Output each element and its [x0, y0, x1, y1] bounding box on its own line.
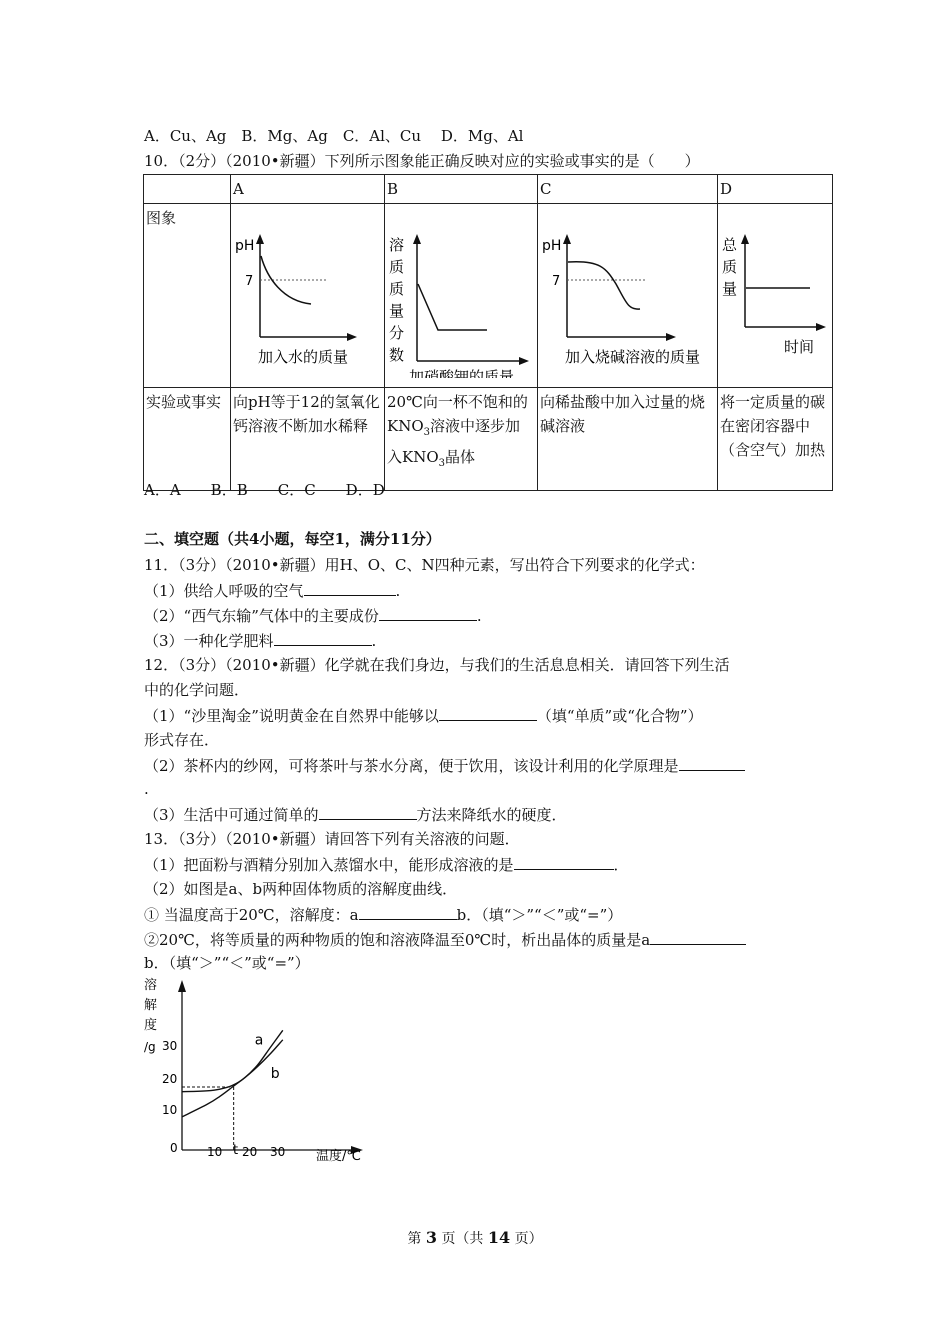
q13-p1-end: ．	[613, 856, 629, 874]
chart-xtick-t: t	[233, 1143, 239, 1158]
graph-d-ylabel-3: 量	[722, 280, 738, 298]
q13-s2a: ②20℃，将等质量的两种物质的饱和溶液降温至0℃时，析出晶体的质量是a	[144, 931, 651, 949]
graph-a	[233, 206, 382, 378]
header-c: C	[538, 175, 718, 204]
q12-blank2[interactable]	[679, 755, 745, 771]
chart-xtick-30: 30	[270, 1145, 286, 1159]
graph-a-ylabel: pH	[235, 238, 255, 254]
graph-d-xlabel: 时间	[784, 338, 815, 356]
exp-b-part2: 溶液中逐步加入KNO	[387, 417, 521, 466]
q13-p2: （2）如图是a、b两种固体物质的溶解度曲线．	[144, 880, 458, 898]
exp-a: 向pH等于12的氢氧化钙溶液不断加水稀释	[231, 388, 385, 491]
chart-ylabel-2: 解	[144, 998, 158, 1013]
section2-title: 二、填空题（共4小题，每空1，满分11分）	[144, 530, 441, 548]
graph-b-xlabel: 加硝酸钾的质量	[409, 368, 515, 378]
footer-c: 页）	[514, 1231, 543, 1247]
chart-xtick-10: 10	[207, 1145, 223, 1159]
chart-ylabel-3: 度	[144, 1018, 158, 1033]
chart-ytick-20: 20	[162, 1072, 178, 1086]
graph-c-cell	[538, 204, 718, 388]
graph-d	[720, 206, 830, 378]
row-exp-label: 实验或事实	[144, 388, 231, 491]
q11-p1-end: .	[395, 582, 401, 600]
q12-part3	[144, 804, 567, 825]
exp-b	[385, 388, 538, 491]
q12-part1	[144, 705, 703, 726]
chart-xtick-20: 20	[242, 1145, 258, 1159]
graph-d-ylabel-1: 总	[722, 236, 738, 254]
graph-b-ylabel-4: 量	[389, 302, 405, 320]
chart-ytick-30: 30	[162, 1039, 178, 1053]
footer-a: 第	[407, 1231, 422, 1247]
curve-label-a: a	[254, 1032, 264, 1049]
q13-part1	[144, 854, 629, 875]
q11-blank3[interactable]	[274, 630, 372, 646]
q11-part1	[144, 580, 400, 601]
curve-label-b: b	[270, 1065, 280, 1082]
chart-y-arrow	[178, 980, 186, 992]
graph-d-cell	[718, 204, 833, 388]
graph-c-tick: 7	[552, 274, 561, 289]
exp-b-sub2: 3	[438, 458, 446, 469]
chart-ytick-10: 10	[162, 1103, 178, 1117]
q13-blank2[interactable]	[359, 904, 457, 920]
graph-c	[540, 206, 715, 378]
header-b: B	[385, 175, 538, 204]
footer-page: 3	[425, 1228, 437, 1247]
chart-xtick-0: 0	[170, 1141, 178, 1155]
q12-stem-1: 12．（3分）（2010•新疆）化学就在我们身边，与我们的生活息息相关．请回答下列生活	[144, 656, 730, 674]
q12-blank3[interactable]	[319, 804, 417, 820]
chart-ylabel-4: /g	[144, 1040, 156, 1054]
q12-p1b: （填“单质”或“化合物”）	[536, 707, 703, 725]
q11-stem: 11．（3分）（2010•新疆）用H、O、C、N四种元素，写出符合下列要求的化学式：	[144, 556, 705, 574]
graph-c-xlabel: 加入烧碱溶液的质量	[565, 348, 701, 366]
graph-b-cell	[385, 204, 538, 388]
q10-table	[143, 174, 833, 491]
q11-part3	[144, 630, 376, 651]
graph-b-ylabel-3: 质	[389, 280, 405, 298]
q13-s1a: ① 当温度高于20℃，溶解度：a	[144, 906, 359, 924]
q13-p1-text: （1）把面粉与酒精分别加入蒸馏水中，能形成溶液的是	[144, 856, 514, 874]
exp-b-sub1: 3	[423, 427, 431, 438]
q11-p3-text: （3）一种化学肥料	[144, 632, 274, 650]
q13-s1b: b．（填“＞”“＜”或“=”）	[456, 906, 623, 924]
q12-p1a: （1）“沙里淘金”说明黄金在自然界中能够以	[144, 707, 439, 725]
header-d: D	[718, 175, 833, 204]
page-footer	[0, 1228, 950, 1248]
graph-b-ylabel-5: 分	[389, 324, 405, 342]
q12-p1c: 形式存在．	[144, 731, 220, 749]
exp-b-part1: 20℃向一杯不饱和的KNO	[387, 393, 528, 435]
q11-p2-end: .	[476, 607, 482, 625]
q11-p2-text: （2）“西气东输”气体中的主要成份	[144, 607, 379, 625]
graph-a-xlabel: 加入水的质量	[258, 348, 349, 366]
graph-d-ylabel-2: 质	[722, 258, 738, 276]
graph-a-tick: 7	[245, 274, 254, 289]
graph-b-ylabel-6: 数	[389, 346, 405, 364]
q12-p2-text: （2）茶杯内的纱网，可将茶叶与茶水分离，便于饮用，该设计利用的化学原理是	[144, 757, 679, 775]
curve-a	[182, 1030, 283, 1091]
q13-sub2	[144, 929, 746, 950]
q9-options: A．Cu、Ag B．Mg、Ag C．Al、Cu D．Mg、Al	[144, 127, 524, 145]
header-empty	[144, 175, 231, 204]
solubility-chart	[140, 968, 380, 1168]
q11-p1-text: （1）供给人呼吸的空气	[144, 582, 304, 600]
q12-part2	[144, 755, 745, 776]
exp-d: 将一定质量的碳在密闭容器中（含空气）加热	[718, 388, 833, 491]
footer-total: 14	[487, 1228, 511, 1247]
exp-b-part3: 晶体	[445, 448, 476, 466]
graph-c-ylabel: pH	[542, 238, 562, 254]
chart-xlabel: 温度/℃	[316, 1149, 361, 1164]
q12-stem-2: 中的化学问题．	[144, 681, 250, 699]
q10-stem: 10．（2分）（2010•新疆）下列所示图象能正确反映对应的实验或事实的是（ ）	[144, 152, 700, 170]
header-a: A	[231, 175, 385, 204]
q11-part2	[144, 605, 482, 626]
q11-blank2[interactable]	[379, 605, 477, 621]
q13-blank3[interactable]	[650, 929, 746, 945]
q12-p2-end: .	[144, 780, 149, 798]
exp-c: 向稀盐酸中加入过量的烧碱溶液	[538, 388, 718, 491]
q12-p3a: （3）生活中可通过简单的	[144, 806, 319, 824]
graph-b-ylabel-2: 质	[389, 258, 405, 276]
graph-a-cell	[231, 204, 385, 388]
q11-p3-end: .	[371, 632, 377, 650]
q13-blank1[interactable]	[514, 854, 614, 870]
footer-b: 页（共	[441, 1231, 484, 1247]
q13-s2b: b．（填“＞”“＜”或“=”）	[144, 954, 310, 972]
q12-p3b: 方法来降纸水的硬度．	[416, 806, 567, 824]
q11-blank1[interactable]	[304, 580, 396, 596]
row-image-label: 图象	[144, 204, 231, 388]
graph-b	[387, 206, 535, 378]
q13-stem: 13．（3分）（2010•新疆）请回答下列有关溶液的问题．	[144, 830, 520, 848]
graph-b-ylabel-1: 溶	[389, 236, 405, 254]
q10-options: A．A B．B C．C D．D	[144, 481, 385, 499]
q13-sub1	[144, 904, 622, 925]
q12-blank1[interactable]	[439, 705, 537, 721]
chart-ylabel-1: 溶	[144, 978, 158, 993]
